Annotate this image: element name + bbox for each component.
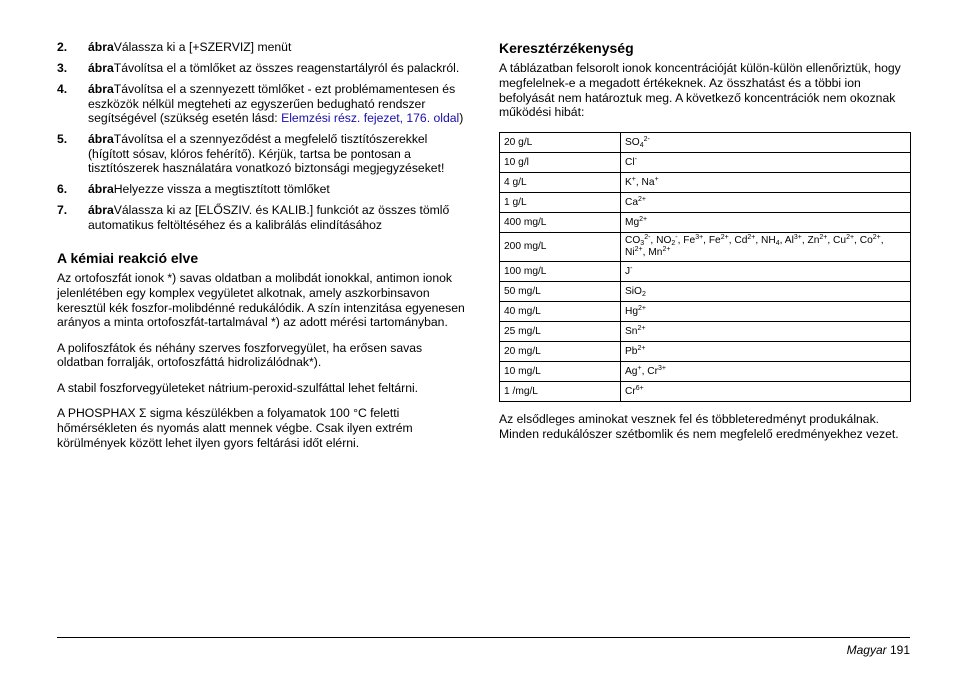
ion-formula-part: 2+: [819, 234, 828, 242]
cross-sensitivity-intro: A táblázatban felsorolt ionok koncentrációját külön-külön ellenőriztük, hogy megfelelnek-e a megadott értékeknek. Az összhatást és a többi ion befolyását nem határoztuk meg. A következő koncentrációk nem okoznak működési hibát:: [499, 61, 901, 120]
table-row: [500, 193, 911, 213]
ion-formula-part: SO: [625, 136, 640, 148]
ion-formula-part: Sn: [625, 325, 638, 337]
ion-formula-part: , Na: [635, 176, 655, 188]
step-text: Távolítsa el a tömlőket az összes reagenstartályról és palackról.: [113, 61, 460, 75]
table-row: [500, 302, 911, 322]
step-body: [88, 82, 465, 126]
concentration-cell: 40 mg/L: [500, 302, 621, 322]
step-body: [88, 182, 465, 197]
step-figure-label: ábra: [88, 182, 114, 196]
concentration-cell: 4 g/L: [500, 173, 621, 193]
concentration-cell: 200 mg/L: [500, 233, 621, 262]
ion-formula-part: 2+: [638, 195, 647, 203]
left-column: [57, 40, 465, 461]
step-figure-label: ábra: [88, 40, 114, 54]
concentration-cell: 1 g/L: [500, 193, 621, 213]
table-row: [500, 213, 911, 233]
step-figure-label: ábra: [88, 61, 114, 75]
ion-formula-part: 3: [640, 240, 645, 248]
ion-formula-part: CO: [625, 235, 641, 247]
concentration-cell: 25 mg/L: [500, 322, 621, 342]
ion-cell: [621, 173, 911, 193]
step-item: [57, 82, 465, 126]
footer-page-number: 191: [889, 643, 910, 657]
ion-cell: [621, 302, 911, 322]
ion-formula-part: Pb: [625, 345, 638, 357]
ion-formula-part: J: [625, 265, 631, 277]
ion-formula-part: , Cd: [728, 235, 748, 247]
page-footer: [847, 643, 910, 657]
ion-formula-part: Mg: [625, 216, 640, 228]
table-row: [500, 342, 911, 362]
step-number: 2.: [57, 40, 68, 54]
ion-formula-part: 2+: [720, 234, 729, 242]
step-text: Válassza ki az [ELŐSZIV. és KALIB.] funkciót az összes tömlő automatikus feltöltéséhez és a kalibrálás elindításához: [88, 203, 450, 232]
ion-formula-part: , Mn: [642, 247, 663, 259]
ion-formula-part: 6+: [635, 384, 644, 392]
concentration-cell: 1 /mg/L: [500, 382, 621, 402]
step-number: 3.: [57, 61, 68, 75]
ion-formula-part: , NH: [755, 235, 776, 247]
reaction-paragraph: A stabil foszforvegyületeket nátrium-peroxid-szulfáttal lehet feltárni.: [57, 380, 419, 395]
ion-formula-part: 2+: [638, 304, 647, 312]
footer-divider: [57, 637, 910, 638]
ion-formula-part: 2+: [662, 246, 671, 254]
step-figure-label: ábra: [88, 82, 114, 96]
ion-formula-part: , NO: [650, 235, 672, 247]
step-figure-label: ábra: [88, 132, 114, 146]
reaction-paragraph: A polifoszfátok és néhány szerves foszforvegyület, ha erősen savas oldatban forralják, ortofoszfáttá hidrolizálódnak*).: [57, 340, 423, 370]
ion-formula-part: , Fe: [703, 235, 721, 247]
ion-formula-part: , Co: [854, 235, 873, 247]
table-row: [500, 133, 911, 153]
step-figure-label: ábra: [88, 203, 114, 217]
step-number: 5.: [57, 132, 68, 146]
ion-formula-part: +: [637, 364, 642, 372]
step-text: Válassza ki a [+SZERVIZ] menüt: [113, 40, 292, 54]
cross-sensitivity-title: Keresztérzékenység: [499, 40, 634, 56]
ion-formula-part: Cl: [625, 156, 635, 168]
ion-formula-part: +: [654, 175, 659, 183]
table-row: [500, 382, 911, 402]
ion-formula-part: 4: [639, 141, 644, 149]
ion-formula-part: -: [630, 264, 633, 272]
step-item: [57, 40, 465, 55]
ion-formula-part: , Ni: [625, 235, 884, 259]
ion-formula-part: 2: [671, 240, 676, 248]
step-item: [57, 132, 465, 176]
cross-reference-link[interactable]: Elemzési rész. fejezet, 176. oldal: [281, 111, 460, 125]
footer-language: Magyar: [846, 643, 887, 657]
step-item: [57, 182, 465, 197]
ion-cell: [621, 322, 911, 342]
ion-cell: [621, 342, 911, 362]
concentration-cell: 50 mg/L: [500, 282, 621, 302]
ion-formula-part: 2+: [846, 234, 855, 242]
ion-formula-part: K: [625, 176, 632, 188]
ion-formula-part: 3+: [695, 234, 704, 242]
concentration-cell: 10 mg/L: [500, 362, 621, 382]
ion-formula-part: , Al: [779, 235, 794, 247]
concentration-cell: 20 g/L: [500, 133, 621, 153]
ion-formula-part: Ag: [625, 365, 638, 377]
table-row: [500, 153, 911, 173]
ion-cell: [621, 133, 911, 153]
step-number: 7.: [57, 203, 68, 217]
ion-formula-part: Cr: [625, 385, 636, 397]
steps-list: [57, 40, 465, 232]
ion-formula-part: 2+: [637, 324, 646, 332]
ion-formula-part: 3+: [793, 234, 802, 242]
step-body: [88, 61, 465, 76]
ion-formula-part: Hg: [625, 305, 639, 317]
ion-cell: [621, 233, 911, 262]
table-row: [500, 322, 911, 342]
concentration-cell: 100 mg/L: [500, 262, 621, 282]
ion-formula-part: -: [634, 155, 637, 163]
ion-formula-part: 2+: [747, 234, 756, 242]
table-row: [500, 362, 911, 382]
ion-formula-part: 2: [641, 290, 646, 298]
right-column: [499, 40, 911, 452]
ion-cell: [621, 153, 911, 173]
table-row: [500, 262, 911, 282]
step-text: Helyezze vissza a megtisztított tömlőket: [113, 182, 330, 196]
ion-formula-part: 2+: [639, 215, 648, 223]
ion-cell: [621, 382, 911, 402]
ion-formula-part: , Zn: [801, 235, 820, 247]
table-row: [500, 282, 911, 302]
step-text: Távolítsa el a szennyeződést a megfelelő tisztítószerekkel (hígított sósav, klóros fehérítő). Kérjük, tartsa be pontosan a tisztítószerek használatára vonatkozó biztonsági megjegyzéseket!: [88, 132, 445, 175]
ion-formula-part: 2-: [643, 135, 650, 143]
ion-formula-part: Ca: [625, 196, 639, 208]
ion-cell: [621, 213, 911, 233]
step-number: 4.: [57, 82, 68, 96]
ion-formula-part: 2-: [644, 234, 651, 242]
reaction-paragraph: A PHOSPHAX Σ sigma készülékben a folyamatok 100 °C feletti hőmérsékleten és nyomás alatt mennek végbe. Csak ilyen extrém körülmények között lehet ilyen gyors feltárási időt elérni.: [57, 406, 413, 450]
ion-formula-part: 3+: [657, 364, 666, 372]
step-number: 6.: [57, 182, 68, 196]
ion-formula-part: 2+: [634, 246, 643, 254]
concentration-cell: 20 mg/L: [500, 342, 621, 362]
concentration-cell: 10 g/l: [500, 153, 621, 173]
ion-formula-part: -: [675, 234, 678, 242]
step-item: [57, 203, 465, 232]
ion-formula-part: SiO: [625, 285, 642, 297]
step-body: [88, 203, 465, 232]
concentration-cell: 400 mg/L: [500, 213, 621, 233]
ion-formula-part: +: [631, 175, 636, 183]
step-body: [88, 40, 465, 55]
ion-cell: [621, 282, 911, 302]
step-text: Távolítsa el a szennyezett tömlőket - ezt problémamentesen és eszközök nélkül megteheti az egyszerűen bedugható rendszer segítségével (szükség esetén lásd:: [88, 82, 456, 125]
step-body: [88, 132, 465, 176]
ion-cell: [621, 362, 911, 382]
ion-formula-part: 4: [775, 240, 780, 248]
ion-cell: [621, 193, 911, 213]
ion-tolerance-table: [499, 132, 911, 402]
table-row: [500, 233, 911, 262]
cross-sensitivity-outro: Az elsődleges aminokat vesznek fel és többleteredményt produkálnak. Minden redukálószer szétbomlik és nem megfelelő eredményekhez vezet.: [499, 412, 899, 441]
ion-formula-part: , Cu: [827, 235, 847, 247]
ion-formula-part: 2+: [872, 234, 881, 242]
ion-formula-part: 2+: [637, 344, 646, 352]
table-row: [500, 173, 911, 193]
step-text-after: ): [459, 111, 464, 125]
reaction-section-title: A kémiai reakció elve: [57, 250, 199, 266]
ion-formula-part: , Fe: [677, 235, 696, 247]
reaction-paragraph: Az ortofoszfát ionok *) savas oldatban a molibdát ionokkal, antimon ionok jelenlétében egy komplex vegyületet alkotnak, amely aszkorbinsavon keresztül kék foszfor-molibdénné redukálódik. A szín intenzitása egyenesen arányos a minta ortofoszfát-tartalmával *) az adott mérési tartományban.: [57, 271, 465, 330]
ion-cell: [621, 262, 911, 282]
ion-formula-part: , Cr: [641, 365, 658, 377]
step-item: [57, 61, 465, 76]
